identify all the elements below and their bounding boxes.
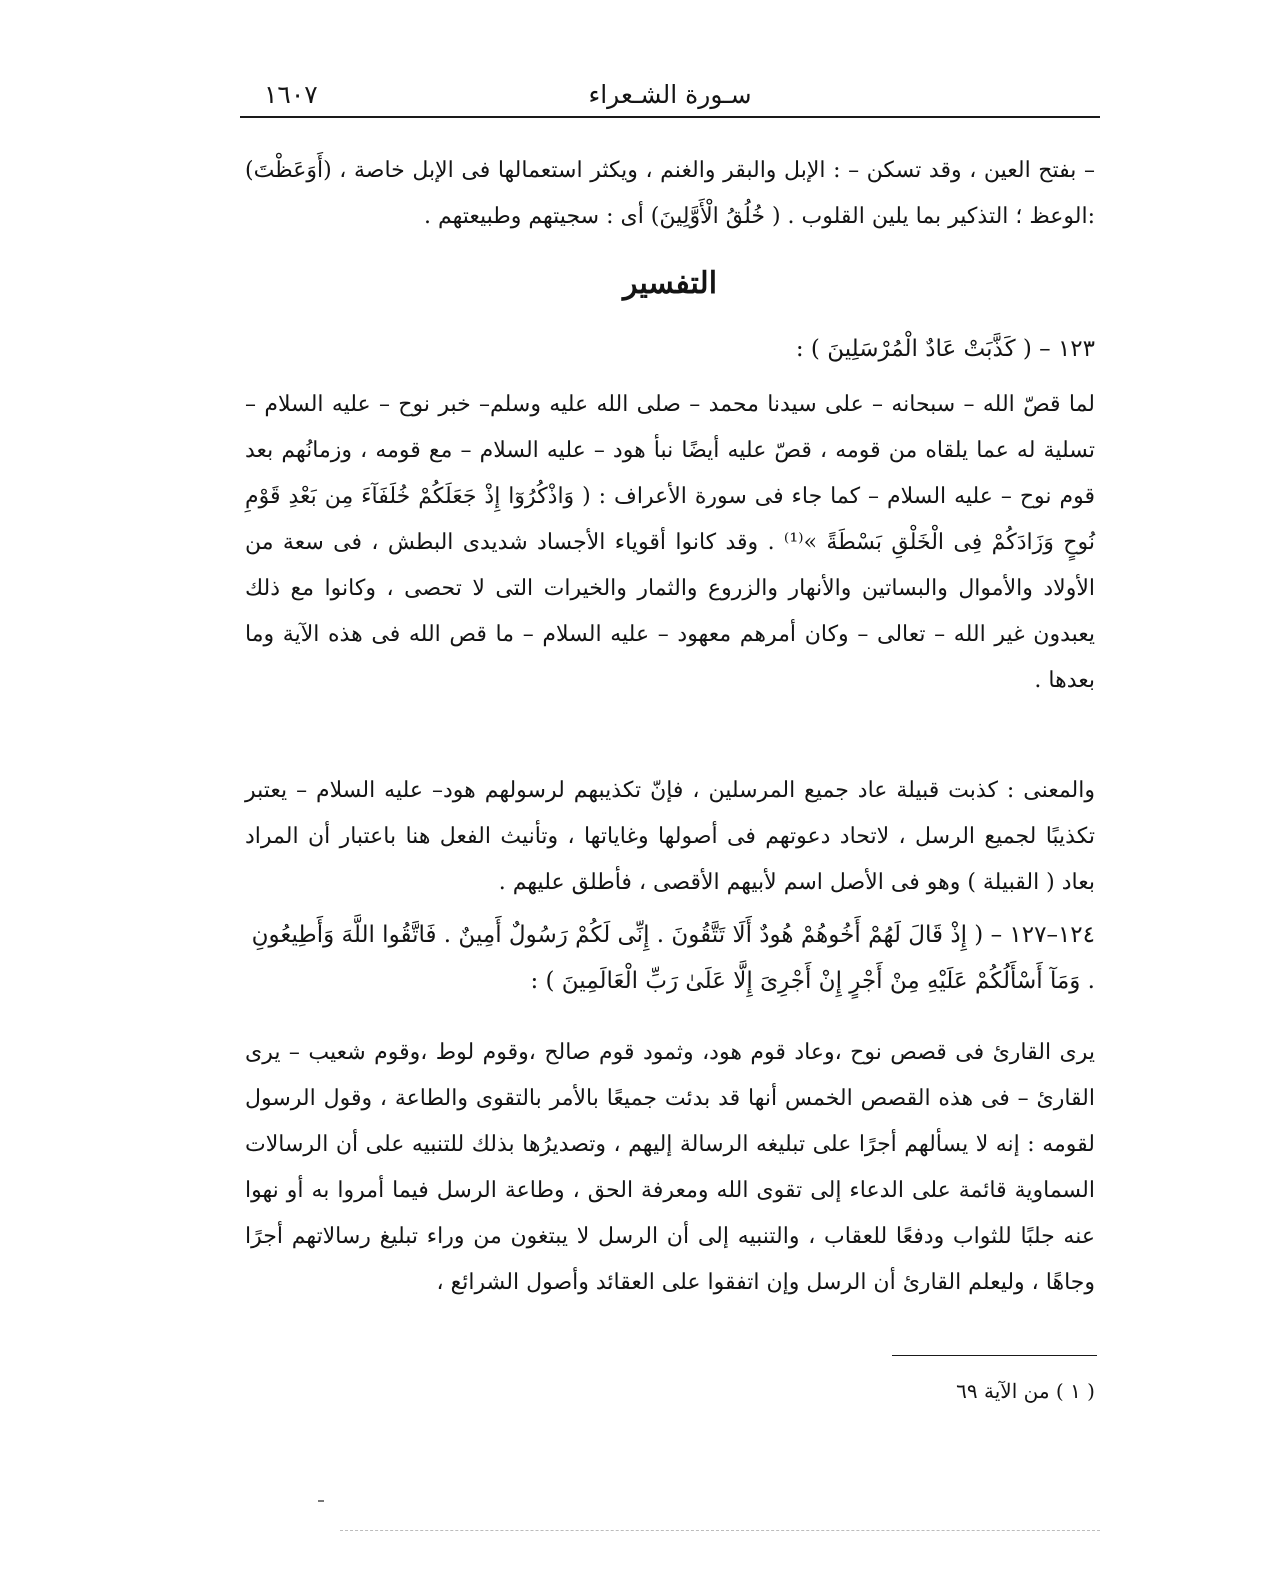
verse-heading: ١٢٤–١٢٧ – ( إِذْ قَالَ لَهُمْ أَخُوهُمْ هُودٌ أَلَا تَتَّقُونَ . إِنِّى لَكُمْ رَسُولٌ أَمِينٌ . فَاتَّقُوا اللَّهَ وَأَطِيعُونِ . وَمَآ أَسْأَلُكُمْ عَلَيْهِ مِنْ أَجْرٍ إِنْ أَجْرِىَ إِلَّا عَلَىٰ رَبِّ الْعَالَمِينَ ) : — [251, 922, 1095, 994]
verse-heading: ١٢٣ – ( كَذَّبَتْ عَادٌ الْمُرْسَلِينَ ) : — [795, 336, 1095, 362]
vocabulary-gloss: – بفتح العين ، وقد تسكن – : الإبل والبقر والغنم ، ويكثر استعمالها فى الإبل خاصة ، (أَوَعَظْتَ) :الوعظ ؛ التذكير بما يلين القلوب . ( خُلُقُ الْأَوَّلِينَ) أى : سجيتهم وطبيعتهم . — [245, 158, 1095, 229]
commentary-paragraph: والمعنى : كذبت قبيلة عاد جميع المرسلين ، فإنّ تكذيبهم لرسولهم هود– عليه السلام – يعتبر تكذيبًا لجميع الرسل ، لاتحاد دعوتهم فى أصولها وغاياتها ، وتأنيث الفعل هنا باعتبار أن المراد بعاد ( القبيلة ) وهو فى الأصل اسم لأبيهم الأقصى ، فأطلق عليهم . — [245, 778, 1095, 895]
page-header — [240, 74, 1100, 116]
header-divider — [240, 116, 1100, 118]
footnote-divider — [892, 1355, 1097, 1356]
footnote: ( ١ ) من الآية ٦٩ — [956, 1379, 1095, 1403]
scan-speck — [318, 1500, 324, 1502]
section-title: التفسير — [622, 266, 718, 301]
page-number: ١٦٠٧ — [264, 80, 318, 109]
surah-title: سـورة الشـعراء — [588, 80, 752, 109]
commentary-paragraph: لما قصّ الله – سبحانه – على سيدنا محمد – صلى الله عليه وسلم– خبر نوح – عليه السلام – تسلية له عما يلقاه من قومه ، قصّ عليه أيضًا نبأ هود – عليه السلام – مع قومه ، وزمانُهم بعد قوم نوح – عليه السلام – كما جاء فى سورة الأعراف : ( وَاذْكُرُوٓا إِذْ جَعَلَكُمْ خُلَفَآءَ مِن بَعْدِ قَوْمِ نُوحٍ وَزَادَكُمْ فِى الْخَلْقِ بَسْطَةً »⁽¹⁾ . وقد كانوا أقوياء الأجساد شديدى البطش ، فى سعة من الأولاد والأموال والبساتين والأنهار والزروع والثمار والخيرات التى لا تحصى ، وكانوا مع ذلك يعبدون غير الله – تعالى – وكان أمرهم معهود – عليه السلام – ما قص الله فى هذه الآية وما بعدها . — [245, 392, 1095, 693]
commentary-paragraph: يرى القارئ فى قصص نوح ،وعاد قوم هود، وثمود قوم صالح ،وقوم لوط ،وقوم شعيب – يرى القارئ – فى هذه القصص الخمس أنها قد بدئت جميعًا بالأمر بالتقوى والطاعة ، وقول الرسول لقومه : إنه لا يسألهم أجرًا على تبليغه الرسالة إليهم ، وتصديرُها بذلك للتنبيه على أن الرسالات السماوية قائمة على الدعاء إلى تقوى الله ومعرفة الحق ، وطاعة الرسل فيما أمروا به أو نهوا عنه جلبًا للثواب ودفعًا للعقاب ، والتنبيه إلى أن الرسل لا يبتغون من وراء تبليغ رسالاتهم أجرًا وجاهًا ، وليعلم القارئ أن الرسل وإن اتفقوا على العقائد وأصول الشرائع ، — [245, 1040, 1095, 1295]
scan-edge-line — [340, 1530, 1100, 1531]
